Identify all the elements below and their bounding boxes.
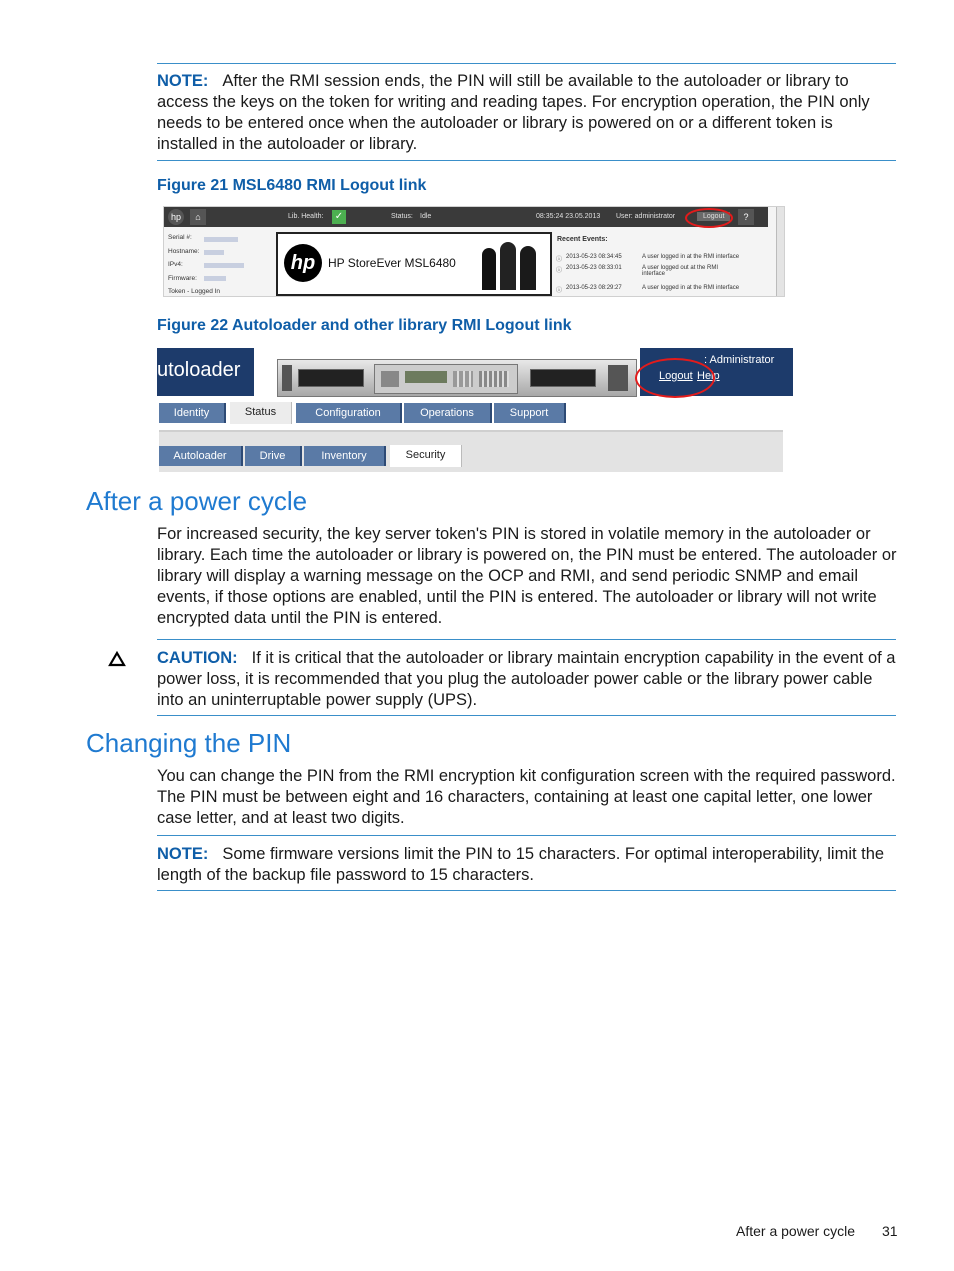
note-label: NOTE: bbox=[157, 72, 209, 90]
token-status-label: Token - Logged In bbox=[168, 288, 221, 295]
hostname-label: Hostname: bbox=[168, 247, 200, 255]
figure-21-screenshot bbox=[163, 206, 785, 297]
note2-text: Some firmware versions limit the PIN to 15 characters. For optimal interoperability, limit the length of the backup file password to 15 characters. bbox=[157, 845, 885, 884]
event-row bbox=[552, 265, 766, 285]
tab-configuration[interactable]: Configuration bbox=[296, 403, 402, 423]
lib-health-label: Lib. Health: bbox=[288, 213, 324, 220]
event-row bbox=[552, 254, 766, 265]
subtab-autoloader[interactable]: Autoloader bbox=[159, 446, 243, 466]
firmware-label: Firmware: bbox=[168, 274, 197, 282]
ipv4-label: IPv4: bbox=[168, 261, 183, 268]
logout-highlight-oval bbox=[635, 358, 715, 398]
tab-identity[interactable]: Identity bbox=[159, 403, 226, 423]
figure-22-caption: Figure 22 Autoloader and other library RMI Logout link bbox=[157, 317, 572, 334]
caution-triangle-icon bbox=[108, 651, 126, 667]
help-link[interactable]: Help bbox=[697, 370, 720, 382]
hp-logo-icon: hp bbox=[168, 209, 184, 225]
tab-status[interactable]: Status bbox=[230, 402, 292, 424]
serial-label: Serial #: bbox=[168, 234, 192, 241]
tab-operations[interactable]: Operations bbox=[404, 403, 492, 423]
hp-logo-icon: hp bbox=[284, 244, 322, 282]
footer-section-title: After a power cycle bbox=[736, 1223, 856, 1239]
logout-button[interactable]: Logout bbox=[697, 212, 730, 221]
caution-bottom-rule bbox=[157, 715, 896, 716]
page-number: 31 bbox=[882, 1223, 898, 1239]
info-icon: ⓘ bbox=[556, 288, 563, 294]
figure-22-screenshot bbox=[157, 347, 793, 469]
product-title: HP StoreEver MSL6480 bbox=[328, 256, 456, 270]
home-icon[interactable]: ⌂ bbox=[190, 209, 206, 225]
scrollbar[interactable] bbox=[776, 207, 785, 296]
business-people-image bbox=[478, 240, 542, 290]
note2-block bbox=[157, 844, 897, 886]
figure-21-caption: Figure 21 MSL6480 RMI Logout link bbox=[157, 177, 427, 194]
note-top-rule bbox=[157, 63, 896, 64]
note2-label: NOTE: bbox=[157, 845, 209, 863]
help-icon[interactable]: ? bbox=[738, 209, 754, 225]
info-icon: ⓘ bbox=[556, 257, 563, 263]
event-text: A user logged in at the RMI interface bbox=[642, 254, 740, 260]
info-icon: ⓘ bbox=[556, 268, 563, 274]
note2-bottom-rule bbox=[157, 890, 896, 891]
recent-events-panel bbox=[552, 231, 766, 296]
event-row bbox=[552, 285, 766, 296]
tab-support[interactable]: Support bbox=[494, 403, 566, 423]
autoloader-device-image bbox=[277, 359, 637, 397]
event-time: 2013-05-23 08:34:45 bbox=[566, 254, 622, 260]
note-bottom-rule bbox=[157, 160, 896, 161]
subtab-inventory[interactable]: Inventory bbox=[304, 446, 386, 466]
caution-block bbox=[157, 648, 897, 711]
caution-label: CAUTION: bbox=[157, 649, 238, 667]
brand-text: utoloader bbox=[157, 359, 241, 381]
logout-highlight-oval bbox=[685, 208, 733, 228]
status-label: Status: bbox=[391, 213, 413, 220]
heading-changing-pin: Changing the PIN bbox=[86, 728, 292, 758]
brand-panel bbox=[157, 348, 254, 396]
note-text: After the RMI session ends, the PIN will still be available to the autoloader or library to access the keys on the token for writing and reading tapes. For encryption operation, the PIN only needs to be entered once when the autoloader or library is powered on or a different token is installed in the autoloader or library. bbox=[157, 72, 870, 153]
event-time: 2013-05-23 08:33:01 bbox=[566, 265, 622, 271]
event-text: A user logged out at the RMI interface bbox=[642, 265, 719, 277]
caution-text: If it is critical that the autoloader or library maintain encryption capability in the event of a power loss, it is recommended that you plug the autoloader power cable or the library power cable into an uninterruptable power supply (UPS). bbox=[157, 649, 896, 709]
event-text: A user logged in at the RMI interface bbox=[642, 285, 740, 291]
datetime: 08:35:24 23.05.2013 bbox=[536, 213, 601, 220]
subtab-security[interactable]: Security bbox=[390, 445, 462, 467]
health-ok-icon: ✓ bbox=[332, 210, 346, 224]
paragraph-changing-pin: You can change the PIN from the RMI encryption kit configuration screen with the required password. The PIN must be between eight and 16 characters, containing at least one capital letter, one lower case letter, and at least two digits. bbox=[157, 767, 896, 827]
logout-link[interactable]: Logout bbox=[659, 370, 693, 382]
rmi-top-bar bbox=[164, 207, 768, 227]
recent-events-title: Recent Events: bbox=[557, 236, 608, 243]
status-value: Idle bbox=[420, 213, 432, 220]
subtab-drive[interactable]: Drive bbox=[245, 446, 302, 466]
event-time: 2013-05-23 08:29:27 bbox=[566, 285, 622, 291]
user-text: : Administrator bbox=[704, 354, 775, 366]
user-label: User: administrator bbox=[616, 213, 676, 220]
note2-top-rule bbox=[157, 835, 896, 836]
caution-top-rule bbox=[157, 639, 896, 640]
paragraph-power-cycle: For increased security, the key server token's PIN is stored in volatile memory in the autoloader or library. Each time the autoloader or library is powered on, the PIN must be entered. The autoloader or library will display a warning message on the OCP and RMI, and send periodic SNMP and email events, if those options are enabled, until the PIN is entered. The autoloader or library will not write encrypted data until the PIN is entered. bbox=[157, 525, 897, 627]
note-block bbox=[157, 71, 897, 155]
blurred-values bbox=[204, 233, 254, 287]
product-banner bbox=[276, 232, 552, 296]
heading-after-power-cycle: After a power cycle bbox=[86, 486, 308, 516]
